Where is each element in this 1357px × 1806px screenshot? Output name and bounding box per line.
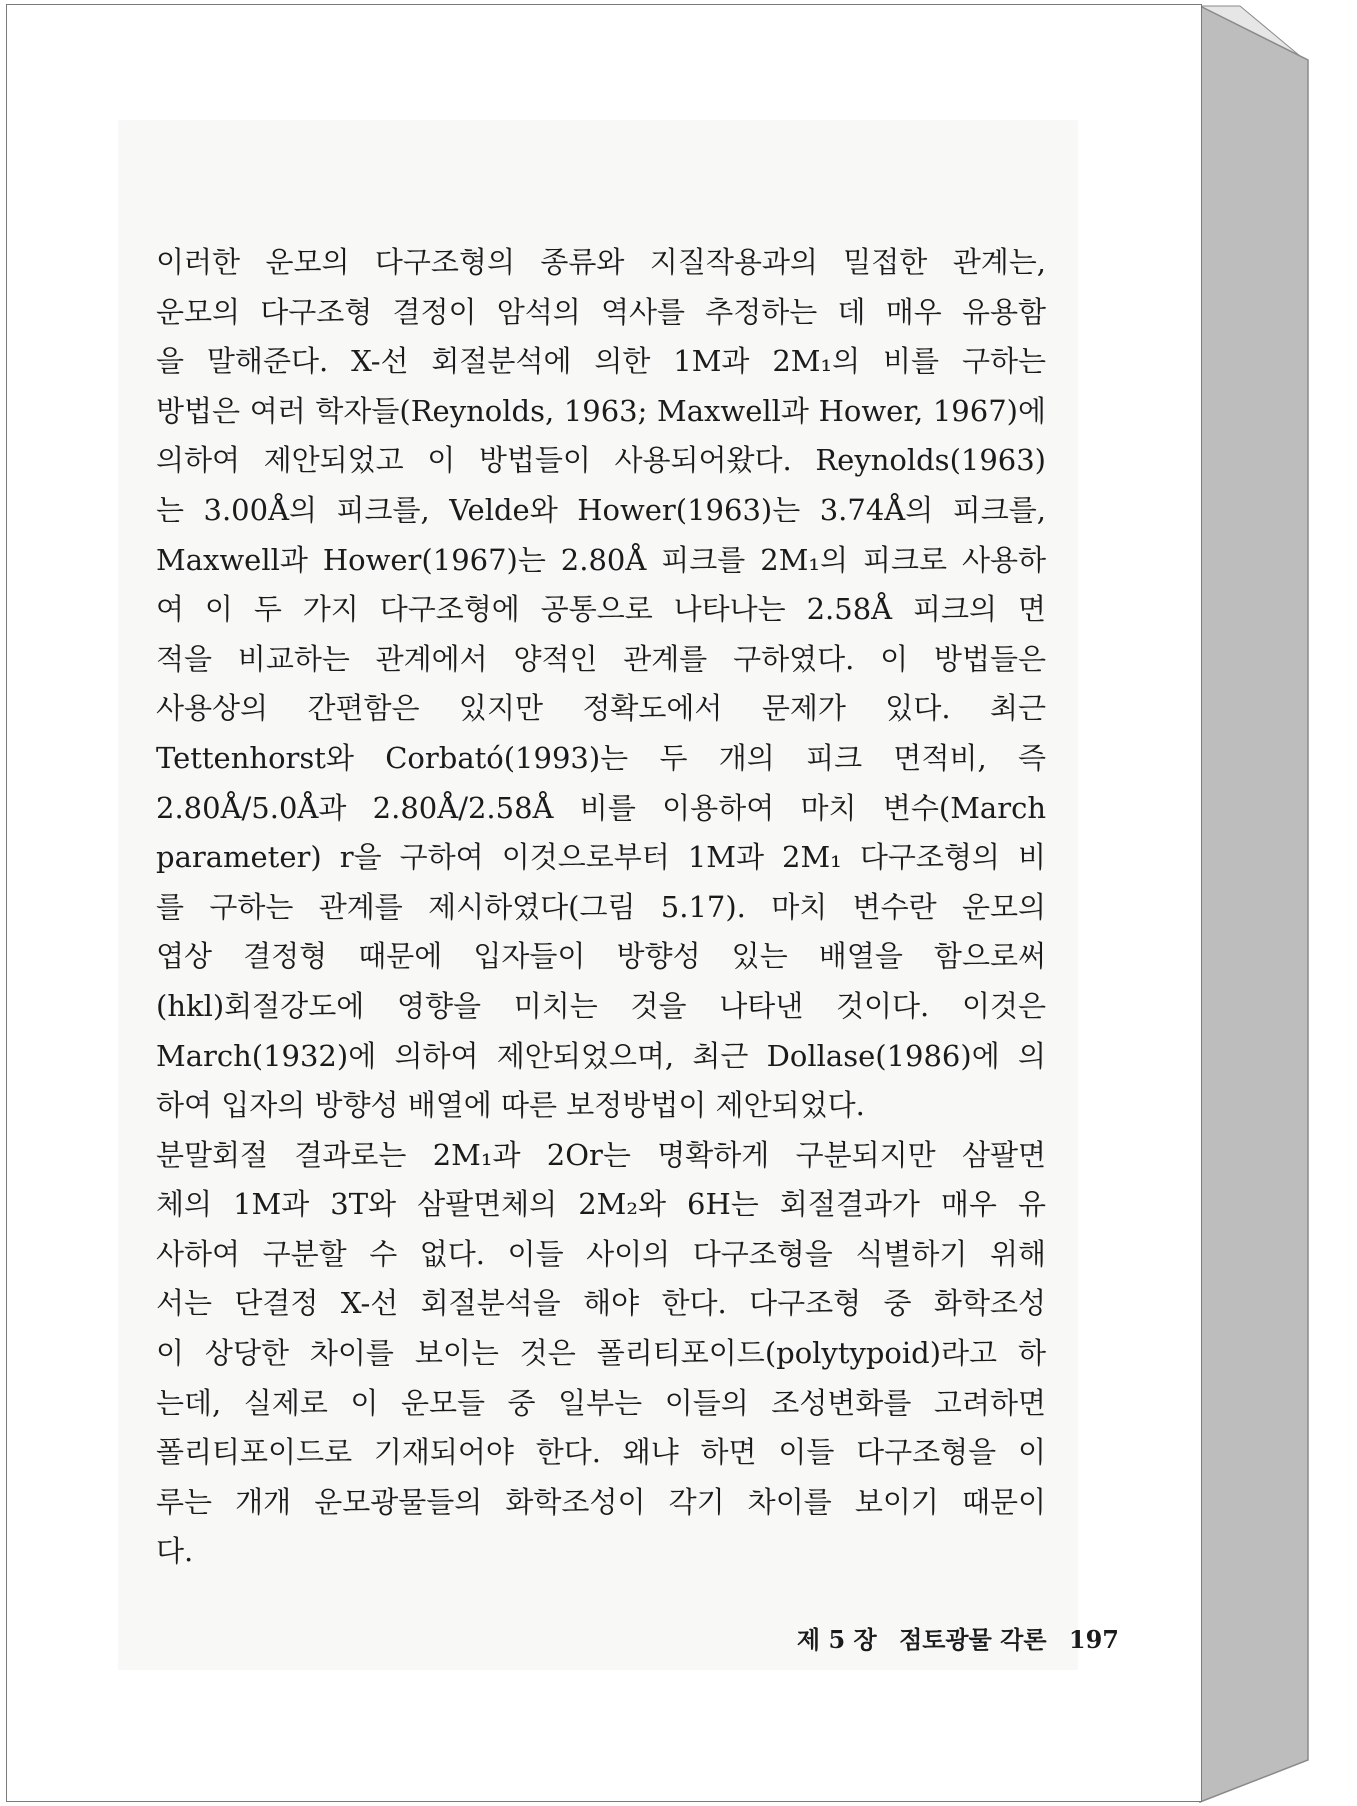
- text-line: 엽상 결정형 때문에 입자들이 방향성 있는 배열을 함으로써: [156, 939, 1046, 974]
- text-line: Tettenhorst와 Corbató(1993)는 두 개의 피크 면적비, 즉: [156, 740, 1046, 775]
- chapter-label: 제 5 장: [796, 1625, 877, 1654]
- text-line: 루는 개개 운모광물들의 화학조성이 각기 차이를 보이기 때문이: [156, 1484, 1046, 1519]
- chapter-title: 점토광물 각론: [899, 1625, 1047, 1654]
- page-stack-side-face: [1200, 6, 1308, 1802]
- text-line: 체의 1M과 3T와 삼팔면체의 2M₂와 6H는 회절결과가 매우 유: [156, 1187, 1046, 1222]
- page-number: 197: [1068, 1625, 1119, 1654]
- text-line: 서는 단결정 X-선 회절분석을 해야 한다. 다구조형 중 화학조성: [156, 1286, 1046, 1321]
- text-line: (hkl)회절강도에 영향을 미치는 것을 나타낸 것이다. 이것은: [156, 988, 1046, 1023]
- text-line: 의하여 제안되었고 이 방법들이 사용되어왔다. Reynolds(1963): [156, 443, 1046, 478]
- text-line: 폴리티포이드로 기재되어야 한다. 왜냐 하면 이들 다구조형을 이: [156, 1435, 1046, 1470]
- text-line: 사하여 구분할 수 없다. 이들 사이의 다구조형을 식별하기 위해: [156, 1236, 1046, 1271]
- text-line: parameter) r을 구하여 이것으로부터 1M과 2M₁ 다구조형의 비: [156, 840, 1046, 875]
- text-line: 를 구하는 관계를 제시하였다(그림 5.17). 마치 변수란 운모의: [156, 889, 1046, 924]
- text-line: 적을 비교하는 관계에서 양적인 관계를 구하였다. 이 방법들은: [156, 641, 1046, 676]
- page-footer: [783, 1620, 1119, 1655]
- text-line: 이 상당한 차이를 보이는 것은 폴리티포이드(polytypoid)라고 하: [156, 1336, 1046, 1371]
- text-line: 이러한 운모의 다구조형의 종류와 지질작용과의 밀접한 관계는,: [156, 245, 1046, 279]
- text-line: 여 이 두 가지 다구조형에 공통으로 나타나는 2.58Å 피크의 면: [156, 592, 1046, 627]
- text-line: 2.80Å/5.0Å과 2.80Å/2.58Å 비를 이용하여 마치 변수(March: [156, 790, 1046, 825]
- text-line: 하여 입자의 방향성 배열에 따른 보정방법이 제안되었다.: [156, 1088, 865, 1123]
- text-line: 는데, 실제로 이 운모들 중 일부는 이들의 조성변화를 고려하면: [156, 1385, 1046, 1420]
- text-line: 는 3.00Å의 피크를, Velde와 Hower(1963)는 3.74Å의 피크를,: [156, 492, 1046, 527]
- text-line: March(1932)에 의하여 제안되었으며, 최근 Dollase(1986)에 의: [156, 1038, 1046, 1073]
- text-line: 다.: [156, 1534, 194, 1569]
- text-line: 분말회절 결과로는 2M₁과 2Or는 명확하게 구분되지만 삼팔면: [156, 1137, 1046, 1172]
- text-line: Maxwell과 Hower(1967)는 2.80Å 피크를 2M₁의 피크로 사용하: [156, 542, 1046, 577]
- text-line: 을 말해준다. X-선 회절분석에 의한 1M과 2M₁의 비를 구하는: [156, 344, 1046, 379]
- text-line: 방법은 여러 학자들(Reynolds, 1963; Maxwell과 Hower, 1967)에: [156, 393, 1046, 428]
- body-text: [156, 238, 1046, 1577]
- text-line: 운모의 다구조형 결정이 암석의 역사를 추정하는 데 매우 유용함: [156, 294, 1046, 329]
- text-line: 사용상의 간편함은 있지만 정확도에서 문제가 있다. 최근: [156, 691, 1046, 726]
